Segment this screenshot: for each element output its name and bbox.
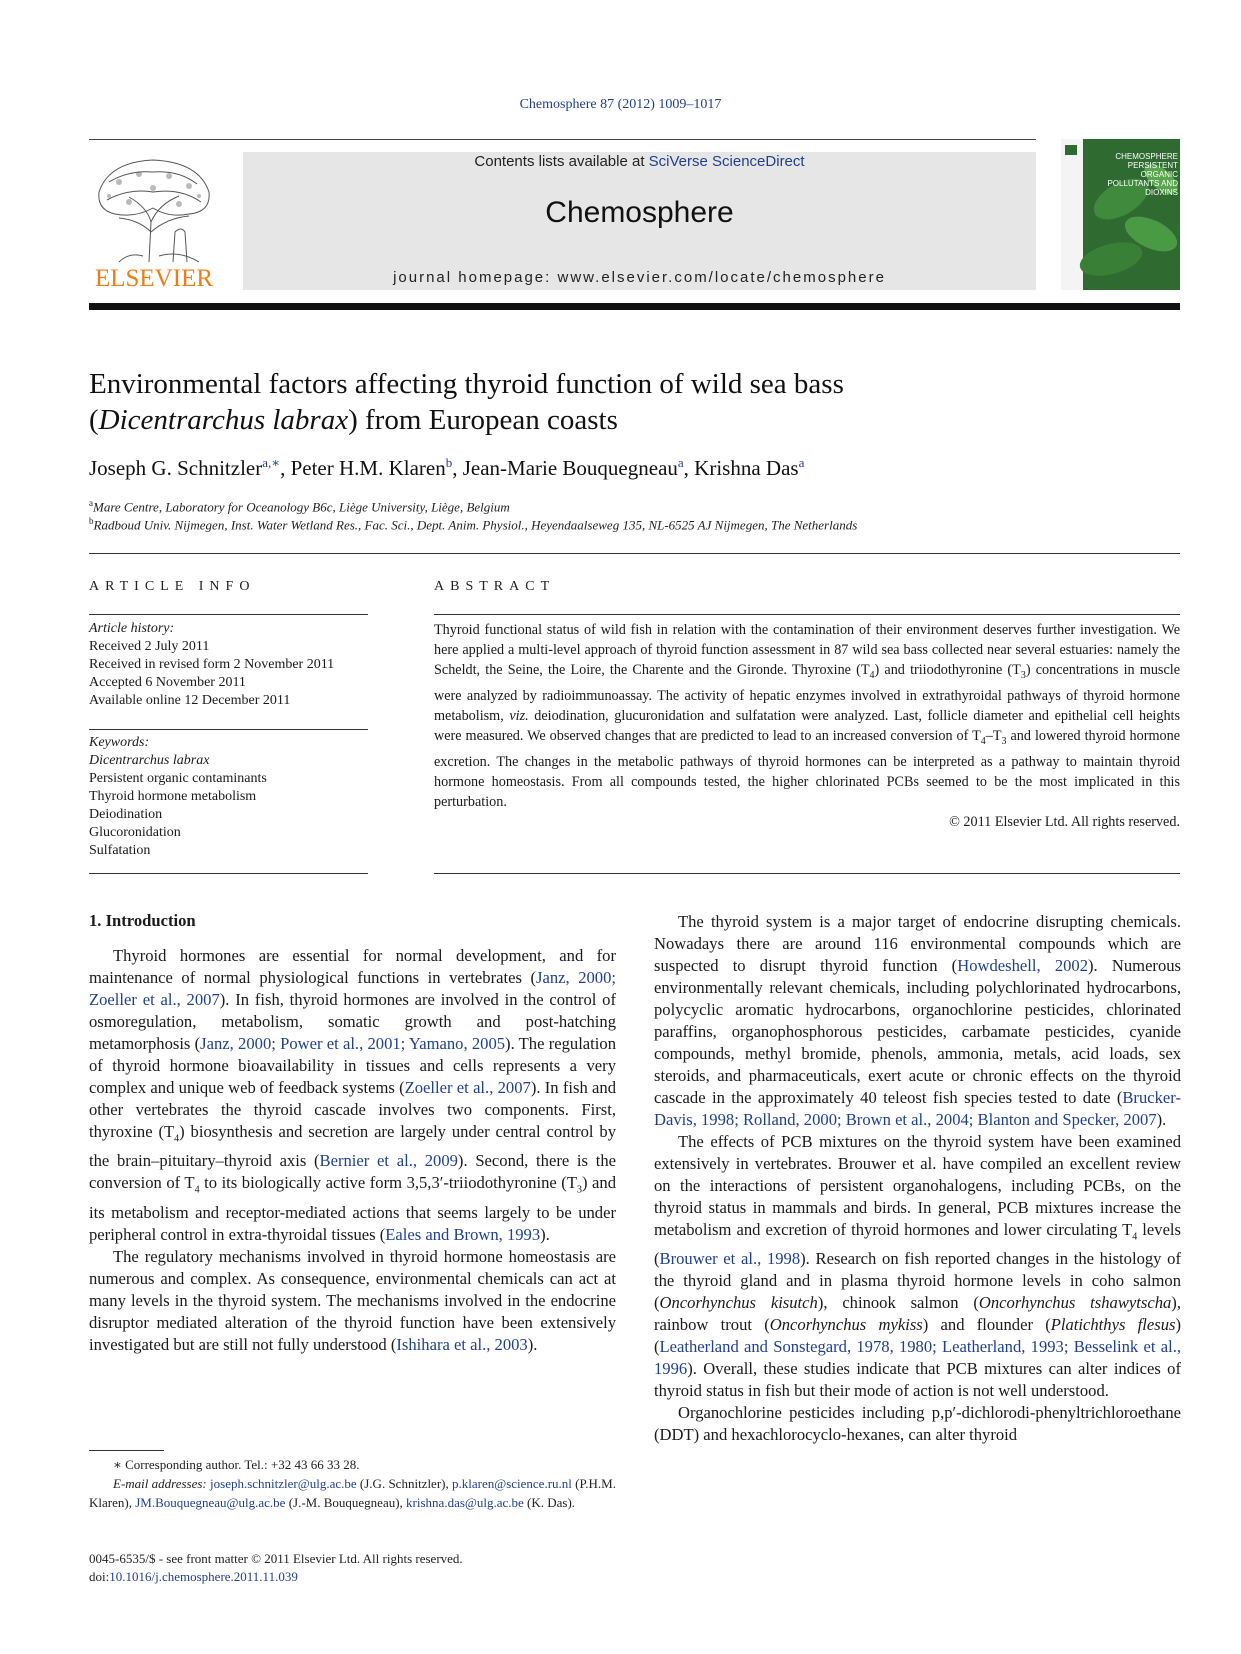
species-name: Platichthys flesus [1050,1315,1176,1335]
affiliation-b-marker: b [89,516,94,526]
email-link[interactable]: joseph.schnitzler@ulg.ac.be [210,1476,357,1491]
contents-line [243,153,1036,170]
doi-label: doi: [89,1569,110,1584]
abstract-copyright: © 2011 Elsevier Ltd. All rights reserved. [949,813,1180,830]
text-segment: ), rainbow trout ( [654,1293,1181,1335]
affiliation-b-text: Radboud Univ. Nijmegen, Inst. Water Wetland Res., Fac. Sci., Dept. Anim. Physiol., Heyendaalseweg 135, NL-6525 AJ Nijmegen, The Netherlands [93,517,858,533]
affiliation-a [89,498,1179,515]
body-column-right [654,911,1181,1446]
keyword: Glucoronidation [89,825,181,840]
subscript: 3 [1001,735,1007,747]
citation-link[interactable]: Leatherland and Sonstegard, 1978, 1980; Leatherland, 1993; Besselink et al., 1996 [654,1337,1181,1379]
author-list [89,455,1089,481]
abstract-segment: deiodination, glucuronidation and sulfatation were analyzed. Last, follicle diameter and epithelial cell heights were measured. We observed changes that are predicted to lead to an increased conversion of T [434,707,1181,744]
text-segment: ) biosynthesis and secretion are largely under central control by the brain–pituitary–thyroid axis ( [89,1122,616,1171]
affiliation-a-text: Mare Centre, Laboratory for Oceanology B6c, Liège University, Liège, Belgium [93,499,510,515]
abstract-rule [434,873,1180,874]
paragraph [89,945,616,1246]
journal-citation[interactable]: Chemosphere 87 (2012) 1009–1017 [519,97,722,112]
text-segment: ) ( [654,1315,1181,1357]
section-rule [89,553,1180,554]
citation-link[interactable]: Janz, 2000; Zoeller et al., 2007 [89,968,616,1009]
email-owner: (J.-M. Bouquegneau), [285,1495,407,1510]
subscript: 4 [174,1133,180,1145]
history-item: Available online 12 December 2011 [89,693,291,708]
text-segment: ). [1156,1110,1167,1129]
species-name: Oncorhynchus mykiss [769,1315,923,1335]
affiliation-a-marker: a [89,498,93,508]
author-affiliation-marker[interactable]: a [677,455,684,470]
author-affiliation-marker[interactable]: b [445,455,453,470]
citation-link[interactable]: Brouwer et al., 1998 [659,1249,801,1269]
subscript: 3 [576,1184,582,1196]
citation-link[interactable]: Howdeshell, 2002 [957,956,1089,975]
keyword: Sulfatation [89,843,151,858]
author-affiliation-marker[interactable]: a,∗ [262,455,281,470]
issn-line: 0045-6535/$ - see front matter © 2011 Elsevier Ltd. All rights reserved. [89,1551,463,1566]
keyword: Thyroid hormone metabolism [89,789,257,804]
abstract-italic: viz. [509,707,529,724]
email-label: E-mail addresses: [113,1476,207,1491]
author-separator: , [280,456,291,480]
email-link[interactable]: krishna.das@ulg.ac.be [406,1495,524,1510]
citation-link[interactable]: Eales and Brown, 1993 [385,1224,541,1244]
citation-link[interactable]: Ishihara et al., 2003 [396,1334,528,1354]
paragraph [654,911,1181,1131]
abstract-segment: and lowered thyroid hormone excretion. The changes in the metabolic pathways of thyroid hormones can be interpreted as a pathway to maintain thyroid hormone homeostasis. From all compounds tested, the higher chlorinated PCBs seemed to be the most implicated in this perturbation. [434,727,1180,810]
header-thick-rule [89,303,1180,310]
species-name: Oncorhynchus kisutch [659,1293,818,1313]
author-separator: , [683,456,695,480]
text-segment: levels ( [654,1220,1181,1269]
history-item: Accepted 6 November 2011 [89,675,246,690]
contents-prefix: Contents lists available at [474,153,649,170]
citation-link[interactable]: Zoeller et al., 2007 [404,1078,531,1097]
subscript: 4 [194,1184,200,1196]
email-owner: (J.G. Schnitzler), [356,1476,452,1491]
header-rule [89,139,1036,140]
journal-homepage[interactable]: journal homepage: www.elsevier.com/locate/chemosphere [393,269,886,286]
article-history [89,620,369,710]
cover-title: CHEMOSPHERE PERSISTENT ORGANIC POLLUTANTS AND DIOXINS [1107,152,1178,197]
abstract-heading: ABSTRACT [434,579,556,594]
keywords [89,734,369,860]
corresponding-author-note: ∗ Corresponding author. Tel.: +32 43 66 33 28. [113,1457,360,1472]
keywords-label: Keywords: [89,735,150,750]
affiliation-b [89,516,1179,533]
text-segment: ). The regulation of thyroid hormone bioavailability in tissues and cells represents a very complex and unique web of feedback systems ( [89,1034,616,1097]
journal-name: Chemosphere [545,196,734,229]
citation-link[interactable]: Brucker-Davis, 1998; Rolland, 2000; Brown et al., 2004; Blanton and Specker, 2007 [654,1088,1181,1129]
text-segment: ). Second, there is the conversion of T [89,1151,616,1193]
abstract-text [434,620,1180,832]
abstract-segment: ) concentrations in muscle were analyzed by radioimmunoassay. The activity of hepatic enzymes involved in extrathyroidal pathways of thyroid hormone metabolism, [434,662,1180,724]
doi-line [89,1568,689,1586]
text-segment: ) and its metabolism and receptor-mediated actions that seems largely to be under peripheral control in extra-thyroidal tissues ( [89,1173,617,1244]
sciencedirect-link[interactable]: SciVerse ScienceDirect [648,153,805,170]
subscript: 4 [1132,1231,1138,1243]
history-item: Received in revised form 2 November 2011 [89,657,335,672]
info-rule [89,614,368,615]
species-name: Oncorhynchus tshawytscha [978,1293,1172,1313]
subscript: 4 [980,735,986,747]
keyword: Persistent organic contaminants [89,771,267,786]
author-name: Peter H.M. Klaren [290,456,446,480]
paragraph: Organochlorine pesticides including p,p′-dichlorodi-phenyltrichloroethane (DDT) and hexachlorocyclo-hexanes, can alter thyroid [654,1403,1181,1445]
footnote-rule [89,1450,164,1451]
citation-link[interactable]: Janz, 2000; Power et al., 2001; Yamano, 2005 [200,1034,506,1053]
text-segment: The thyroid system is a major target of endocrine disrupting chemicals. Nowadays there are around 116 environmental compounds which are suspected to disrupt thyroid function ( [654,912,1181,975]
history-label: Article history: [89,621,175,636]
author-name: Krishna Das [694,456,799,480]
email-owner: (P.H.M. Klaren), [89,1476,616,1510]
body-column-left [89,945,616,1356]
text-segment: ). In fish, thyroid hormones are involved in the control of osmoregulation, metabolism, somatic growth and post-hatching metamorphosis ( [89,990,616,1053]
text-segment: ). Research on fish reported changes in the histology of the thyroid gland and in plasma thyroid hormone levels in coho salmon ( [654,1249,1181,1313]
author-name: Joseph G. Schnitzler [89,456,263,480]
info-rule [89,873,368,874]
bottom-metadata [89,1550,689,1586]
section-heading-introduction: 1. Introduction [89,911,196,930]
title-line-2: ) from European coasts [348,404,618,436]
abstract-segment: Thyroid functional status of wild fish in relation with the contamination of their environment deserves further investigation. We here applied a multi-level approach of thyroid function assessment in 87 wild sea bass collected near several estuaries: namely the Scheldt, the Seine, the Loire, the Charente and the Gironde. Thyroxine (T [434,622,1180,678]
article-info-heading: ARTICLE INFO [89,579,256,594]
paragraph [654,1131,1181,1402]
text-segment: ). [540,1224,550,1244]
abstract-rule [434,614,1180,615]
text-segment: to its biologically active form 3,5,3′-triiodothyronine (T [199,1173,577,1193]
email-link[interactable]: p.klaren@science.ru.nl [452,1476,572,1491]
text-segment: ), chinook salmon ( [817,1293,979,1313]
email-addresses [89,1474,616,1512]
subscript: 3 [1020,669,1026,681]
text-segment: The effects of PCB mixtures on the thyroid system have been examined extensively in vertebrates. Brouwer et al. have compiled an excellent review on the interactions of persistent organohalogens, including PCBs, on the thyroid status in mammals and birds. In general, PCB mixtures increase the metabolism and excretion of thyroid hormones and lower circulating T [654,1132,1181,1239]
email-link[interactable]: JM.Bouquegneau@ulg.ac.be [135,1495,286,1510]
keyword: Deiodination [89,807,163,822]
article-title [89,366,1089,438]
subscript: 4 [869,669,875,681]
abstract-segment: ) and triiodothyronine (T [874,662,1021,678]
history-item: Received 2 July 2011 [89,639,210,654]
paragraph [89,1246,616,1356]
author-name: Jean-Marie Bouquegneau [462,456,678,480]
text-segment: ) and flounder ( [922,1315,1051,1335]
citation-link[interactable]: Bernier et al., 2009 [319,1151,458,1171]
text-segment: ). Numerous environmentally relevant chemicals, including polychlorinated hydrocarbons, polycyclic aromatic hydrocarbons, organochlorine pesticides, chlorinated paraffins, organophosphorous pesticides, carbamate pesticides, cyanide compounds, methyl bromide, phenols, ammonia, metals, acid loads, sex steroids, and pharmaceuticals, exert acute or chronic effects on the thyroid cascade in the approximately 40 teleost fish species tested to date ( [654,956,1182,1107]
keyword: Dicentrarchus labrax [89,753,210,768]
abstract-segment: –T [985,727,1002,744]
title-paren: ( [89,404,99,436]
text-segment: ). [527,1334,538,1354]
author-separator: , [452,456,463,480]
author-affiliation-marker[interactable]: a [798,455,805,470]
title-line-1: Environmental factors affecting thyroid function of wild sea bass [89,368,844,400]
footnotes [89,1455,616,1512]
text-segment: The regulatory mechanisms involved in thyroid hormone homeostasis are numerous and complex. As consequence, environmental chemicals can act at many levels in the thyroid system. The mechanisms involved in the endocrine disruptor mediated alteration of the thyroid function have been extensively investigated but are still not fully understood ( [89,1246,616,1354]
text-segment: ). In fish and other vertebrates the thyroid cascade involves two components. First, thyroxine (T [89,1078,616,1141]
elsevier-wordmark: ELSEVIER [94,265,214,292]
email-owner: (K. Das). [523,1495,576,1510]
text-segment: Thyroid hormones are essential for normal development, and for maintenance of normal physiological functions in vertebrates ( [89,946,616,987]
info-rule [89,729,368,730]
text-segment: ). Overall, these studies indicate that PCB mixtures can alter indices of thyroid status in fish but their mode of action is not well understood. [654,1359,1181,1401]
doi-link[interactable]: 10.1016/j.chemosphere.2011.11.039 [109,1569,298,1584]
title-species: Dicentrarchus labrax [98,404,349,436]
